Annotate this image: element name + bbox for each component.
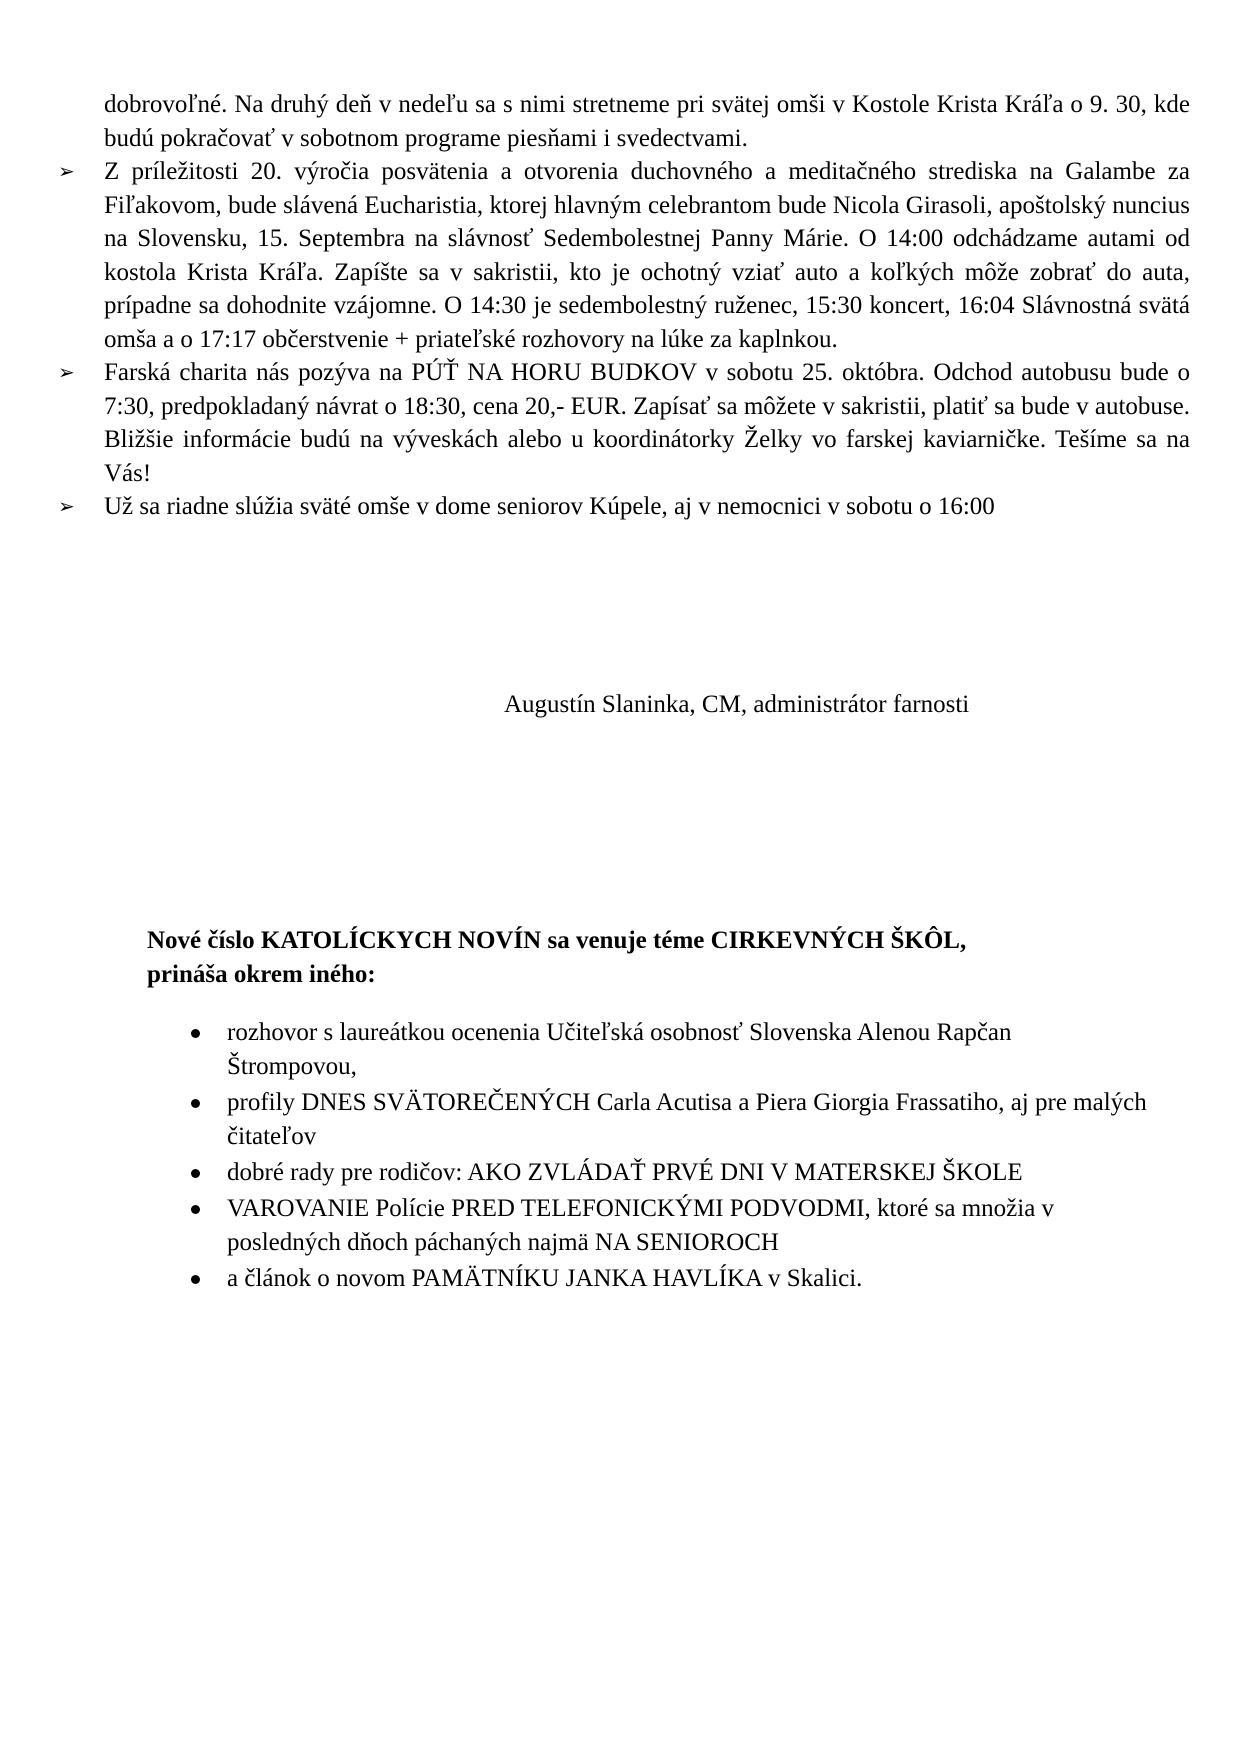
newspaper-heading-line: prináša okrem iného: — [147, 961, 376, 988]
topic-text: VAROVANIE Polície PRED TELEFONICKÝMI PODVODMI, ktoré sa množia v posledných dňoch páchaných najmä NA SENIOROCH — [227, 1195, 1055, 1256]
topic-text: profily DNES SVÄTOREČENÝCH Carla Acutisa a Piera Giorgia Frassatiho, aj pre malých čitateľov — [227, 1089, 1147, 1150]
bullet-icon — [191, 1169, 200, 1178]
list-item — [147, 1156, 1147, 1190]
signature: Augustín Slaninka, CM, administrátor farnosti — [504, 691, 970, 718]
topic-text: a článok o novom PAMÄTNÍKU JANKA HAVLÍKA v Skalici. — [227, 1265, 863, 1292]
list-item — [147, 1192, 1147, 1260]
topic-text: rozhovor s laureátkou ocenenia Učiteľská osobnosť Slovenska Alenou Rapčan Štrompovou, — [227, 1019, 1012, 1080]
arrow-bullet-icon: ➢ — [58, 494, 75, 518]
bullet-icon — [191, 1205, 200, 1214]
announcement-text: Už sa riadne slúžia sväté omše v dome seniorov Kúpele, aj v nemocnici v sobotu o 16:00 — [104, 493, 995, 520]
announcement-item — [58, 155, 1190, 356]
list-item — [147, 1262, 1147, 1296]
announcement-item — [58, 356, 1190, 490]
announcement-text: Z príležitosti 20. výročia posvätenia a otvorenia duchovného a meditačného strediska na Galambe za Fiľakovom, bude slávená Eucharistia, ktorej hlavným celebrantom bude Nicola Girasoli, apoštolský nuncius na Slovensku, 15. Septembra na slávnosť Sedembolestnej Panny Márie. O 14:00 odchádzame autami od kostola Krista Kráľa. Zapíšte sa v sakristii, kto je ochotný vziať auto a koľkých môže zobrať do auta, prípadne sa dohodnite vzájomne. O 14:30 je sedembolestný ruženec, 15:30 koncert, 16:04 Slávnostná svätá omša a o 17:17 občerstvenie + priateľské rozhovory na lúke za kaplnkou. — [104, 158, 1190, 353]
topic-text: dobré rady pre rodičov: AKO ZVLÁDAŤ PRVÉ DNI V MATERSKEJ ŠKOLE — [227, 1159, 1023, 1186]
bullet-icon — [191, 1275, 200, 1284]
list-item — [147, 1016, 1147, 1084]
newspaper-notice — [147, 924, 1147, 1298]
arrow-bullet-icon: ➢ — [58, 360, 75, 384]
announcement-continuation: dobrovoľné. Na druhý deň v nedeľu sa s nimi stretneme pri svätej omši v Kostole Krista Kráľa o 9. 30, kde budú pokračovať v sobotnom programe piesňami i svedectvami. — [104, 91, 1190, 152]
announcement-item — [58, 490, 1190, 524]
bullet-icon — [191, 1099, 200, 1108]
newspaper-heading — [147, 924, 1147, 992]
arrow-bullet-icon: ➢ — [58, 159, 75, 183]
parish-announcements — [58, 88, 1190, 524]
list-item — [147, 1086, 1147, 1154]
bullet-icon — [191, 1029, 200, 1038]
newspaper-topics — [147, 1016, 1147, 1296]
newspaper-heading-line: Nové číslo KATOLÍCKYCH NOVÍN sa venuje téme CIRKEVNÝCH ŠKÔL, — [147, 927, 967, 954]
announcement-text: Farská charita nás pozýva na PÚŤ NA HORU BUDKOV v sobotu 25. októbra. Odchod autobusu bude o 7:30, predpokladaný návrat o 18:30, cena 20,- EUR. Zapísať sa môžete v sakristii, platiť sa bude v autobuse. Bližšie informácie budú na výveskách alebo u koordinátorky Želky vo farskej kaviarničke. Tešíme sa na Vás! — [104, 359, 1190, 487]
announcement-list — [58, 155, 1190, 524]
